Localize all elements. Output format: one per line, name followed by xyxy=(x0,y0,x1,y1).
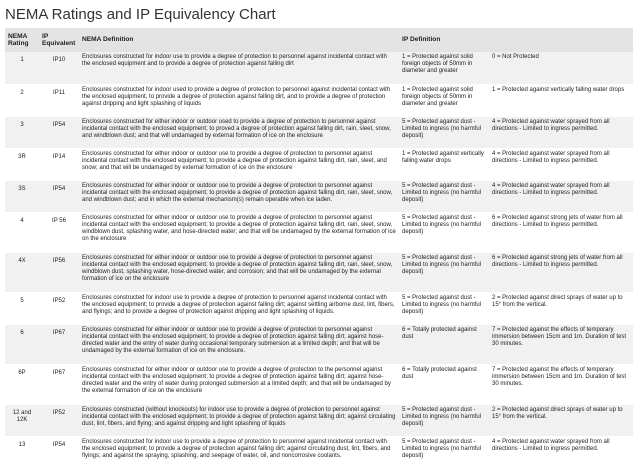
table-row xyxy=(5,364,633,404)
cell-ip-definition-first: 1 = Protected against solid foreign objects of 50mm in diameter and greater xyxy=(399,84,489,116)
page-title: NEMA Ratings and IP Equivalency Chart xyxy=(5,6,276,23)
cell-nema-rating: 5 xyxy=(5,292,39,324)
cell-nema-rating: 4X xyxy=(5,252,39,292)
table-header-row xyxy=(5,28,633,52)
cell-ip-definition-second: 1 = Protected against vertically falling water drops xyxy=(489,84,633,116)
nema-ip-table xyxy=(5,28,633,469)
cell-nema-rating: 13 xyxy=(5,436,39,468)
table-row xyxy=(5,292,633,324)
cell-ip-definition-first: 5 = Protected against dust - Limited to ingress (no harmful deposit) xyxy=(399,252,489,292)
cell-nema-definition: Enclosures constructed for either indoor or outdoor use to provide a degree of protection to personnel against incidental contact with the enclosed equipment; to provide a degree of protection against falling dirt, rain, sleet, snow, windblown dust, splashing water, hose-directed water, and corrosion; and that will be undamaged by the external formation of ice on the enclosure xyxy=(79,252,399,292)
table-row xyxy=(5,148,633,180)
cell-nema-definition: Enclosures constructed for indoor use to provide a degree of protection to personnel against incidental contact with the enclosed equipment; to provide a degree of protection against falling dirt; against circulating dust, lint, fibers, and flyings; and against the spraying, splashing, and seepage of water, oil, and noncorrosive coolants. xyxy=(79,436,399,468)
cell-nema-rating: 3S xyxy=(5,180,39,212)
table-row xyxy=(5,84,633,116)
cell-ip-definition-second: 6 = Protected against strong jets of water from all directions - Limited to ingress permitted. xyxy=(489,252,633,292)
cell-ip-equivalent: IP14 xyxy=(39,148,79,180)
cell-ip-definition-second: 4 = Protected against water sprayed from all directions - Limited to ingress permitted. xyxy=(489,436,633,468)
table-row xyxy=(5,180,633,212)
cell-ip-equivalent: IP54 xyxy=(39,116,79,148)
cell-ip-definition-second: 4 = Protected against water sprayed from all directions - Limited to ingress permitted. xyxy=(489,148,633,180)
cell-nema-definition: Enclosures constructed for either indoor or outdoor use to provide a degree of protection to the personnel against incidental contact with the enclosed equipment; to provide a degree of protection against falling dirt; against hose-directed water and the entry of water during prolonged submersion at a limited depth; and that will be undamaged by the external formation of ice on the enclosure xyxy=(79,364,399,404)
cell-ip-equivalent: IP10 xyxy=(39,52,79,84)
cell-ip-definition-second: 7 = Protected against the effects of temporary immersion between 15cm and 1m. Duration of test 30 minutes. xyxy=(489,324,633,364)
cell-ip-definition-first: 6 = Totally protected against dust xyxy=(399,324,489,364)
cell-ip-definition-first: 5 = Protected against dust - Limited to ingress (no harmful deposit) xyxy=(399,404,489,436)
cell-nema-rating: 6P xyxy=(5,364,39,404)
cell-ip-equivalent: IP52 xyxy=(39,404,79,436)
table-row xyxy=(5,324,633,364)
cell-nema-definition: Enclosures constructed for indoor use to provide a degree of protection to personnel against incidental contact with the enclosed equipment; to provide a degree of protection against falling dirt; against settling airborne dust, lint, fibers, and flyings; and to provide a degree of protection against dripping and light splashing of liquids. xyxy=(79,292,399,324)
cell-ip-definition-first: 5 = Protected against dust - Limited to ingress (no harmful deposit) xyxy=(399,436,489,468)
cell-ip-definition-first: 1 = Protected against vertically falling water drops xyxy=(399,148,489,180)
cell-nema-definition: Enclosures constructed for indoor used to provide a degree of protection to personnel against incidental contact with the enclosed equipment, to provide a degree of protection against falling dirt, and to provide a degree of protection against dripping and light splashing of liquids xyxy=(79,84,399,116)
cell-nema-definition: Enclosures constructed for either indoor or outdoor use to provide a degree of protection to personnel against incidental contact with the enclosed equipment; to provide a degree of protection against falling dirt, rain, sleet, and snow; and that will be undamaged by external formation of ice on the enclosure xyxy=(79,148,399,180)
cell-ip-definition-second: 0 = Not Protected xyxy=(489,52,633,84)
cell-nema-definition: Enclosures constructed for indoor use to provide a degree of protection to personnel against incidental contact with the enclosed equipment and to provide a degree of protection against falling dirt xyxy=(79,52,399,84)
cell-nema-definition: Enclosures constructed for either indoor or outdoor use to provide a degree of protection to personnel against incidental contact with the enclosed equipment; to provide a degree of protection against falling dirt, rain, sleet, snow, and windblown dust; and in which the external mechanism(s) remain operable when ice laden. xyxy=(79,180,399,212)
cell-nema-rating: 12 and 12K xyxy=(5,404,39,436)
table-row xyxy=(5,116,633,148)
table-row xyxy=(5,212,633,252)
table-row xyxy=(5,52,633,84)
cell-ip-equivalent: IP 56 xyxy=(39,212,79,252)
table-body xyxy=(5,52,633,468)
table-row xyxy=(5,252,633,292)
cell-ip-equivalent: IP54 xyxy=(39,436,79,468)
cell-ip-equivalent: IP52 xyxy=(39,292,79,324)
header-nema-definition: NEMA Definition xyxy=(79,28,399,52)
header-ip-definition: IP Definition xyxy=(399,28,633,52)
cell-ip-definition-second: 4 = Protected against water sprayed from all directions - Limited to ingress permitted. xyxy=(489,180,633,212)
cell-ip-equivalent: IP11 xyxy=(39,84,79,116)
cell-nema-rating: 3R xyxy=(5,148,39,180)
cell-ip-equivalent: IP67 xyxy=(39,364,79,404)
cell-ip-definition-second: 7 = Protected against the effects of temporary immersion between 15cm and 1m. Duration of test 30 minutes. xyxy=(489,364,633,404)
cell-nema-definition: Enclosures constructed for either indoor or outdoor used to provide a degree of protection to personnel against incidental contact with the enclosed equipment; to proved a degree of protection against falling dirt, rain, sleet, snow, and windblown dust; and that will undamaged by external formation of ice on the enclosure xyxy=(79,116,399,148)
cell-ip-definition-second: 6 = Protected against strong jets of water from all directions - Limited to ingress permitted. xyxy=(489,212,633,252)
table-row xyxy=(5,404,633,436)
cell-nema-definition: Enclosures constructed (without knockouts) for indoor use to provide a degree of protection to personnel against incidental contact with the enclosed equipment; to provide a degree of protection against falling dirt; against circulating dust, lint, fibers, and flying; and against dripping and light splashing of liquids xyxy=(79,404,399,436)
cell-ip-definition-first: 5 = Protected against dust - Limited to ingress (no harmful deposit) xyxy=(399,292,489,324)
cell-nema-rating: 4 xyxy=(5,212,39,252)
cell-nema-rating: 1 xyxy=(5,52,39,84)
cell-nema-rating: 3 xyxy=(5,116,39,148)
cell-ip-definition-second: 4 = Protected against water sprayed from all directions - Limited to ingress permitted. xyxy=(489,116,633,148)
cell-ip-definition-first: 5 = Protected against dust - Limited to ingress (no harmful deposit) xyxy=(399,180,489,212)
table-row xyxy=(5,436,633,468)
cell-ip-equivalent: IP67 xyxy=(39,324,79,364)
cell-nema-definition: Enclosures constructed for either indoor or outdoor use to provide a degree of protection to personnel against incidental contact with the enclosed equipment; to provide a degree of protection against falling dirt, rain, sleet, snow, windblown dust, splashing water, and hose-directed water; and that will be undamaged by the external formation of ice on the enclosure xyxy=(79,212,399,252)
header-ip-equivalent: IP Equivalent xyxy=(39,28,79,52)
cell-ip-definition-second: 2 = Protected against direct sprays of water up to 15° from the vertical. xyxy=(489,292,633,324)
cell-ip-definition-first: 6 = Totally protected against dust xyxy=(399,364,489,404)
cell-ip-definition-second: 2 = Protected against direct sprays of water up to 15° from the vertical. xyxy=(489,404,633,436)
cell-ip-equivalent: IP56 xyxy=(39,252,79,292)
cell-nema-definition: Enclosures constructed for either indoor or outdoor use to provide a degree of protection to personnel against incidental contact with the enclosed equipment; to provide a degree of protection against falling dirt; against hose-directed water and the entry of water during occasional temporary submersion at a limited depth; and that will be undamaged by the external formation of ice on the enclosure. xyxy=(79,324,399,364)
cell-ip-definition-first: 5 = Protected against dust - Limited to ingress (no harmful deposit) xyxy=(399,212,489,252)
header-nema-rating: NEMA Rating xyxy=(5,28,39,52)
cell-nema-rating: 2 xyxy=(5,84,39,116)
cell-ip-definition-first: 1 = Protected against solid foreign objects of 50mm in diameter and greater xyxy=(399,52,489,84)
cell-nema-rating: 6 xyxy=(5,324,39,364)
cell-ip-definition-first: 5 = Protected against dust - Limited to ingress (no harmful deposit) xyxy=(399,116,489,148)
cell-ip-equivalent: IP54 xyxy=(39,180,79,212)
